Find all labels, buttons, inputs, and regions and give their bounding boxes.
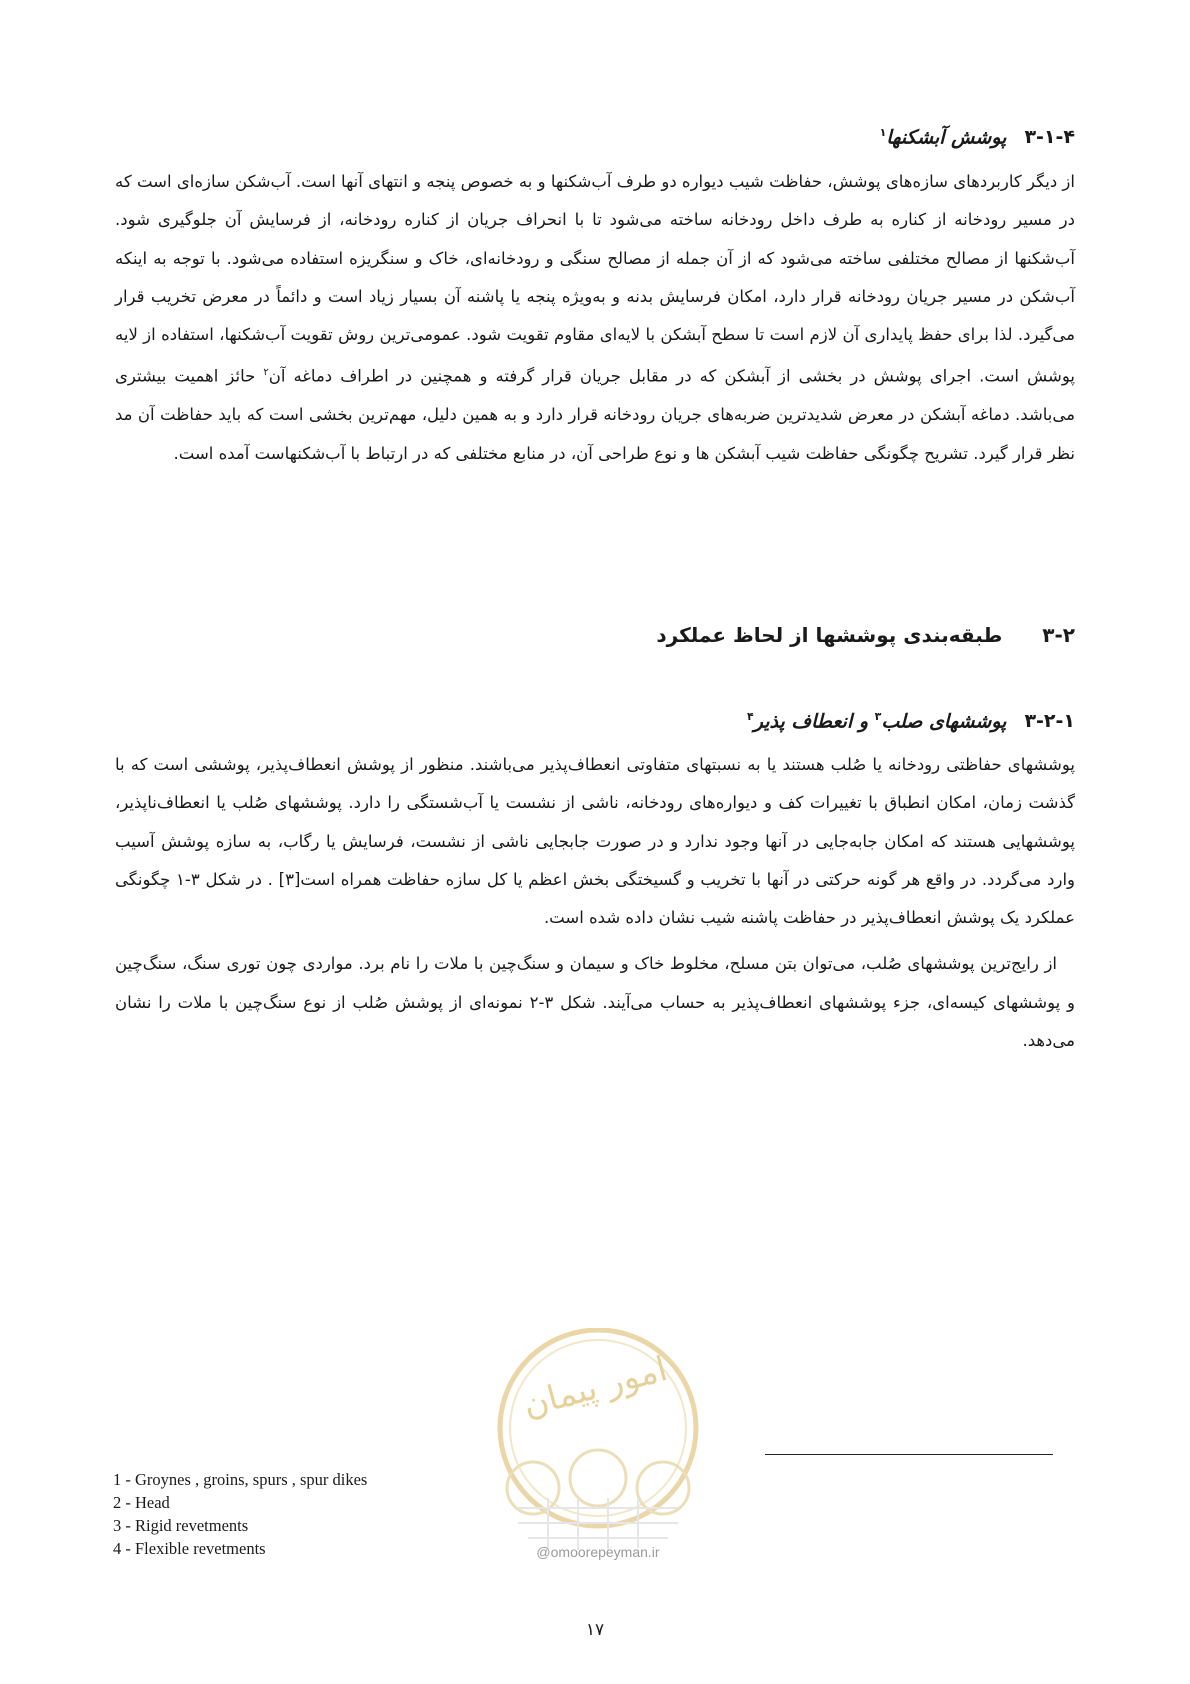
section-number: ۳-۲ bbox=[1042, 623, 1075, 647]
footnote-separator bbox=[765, 1454, 1053, 1455]
paragraph-rigid-flexible: پوششهای حفاظتی رودخانه یا صُلب هستند یا به نسبتهای متفاوتی انعطاف‌پذیر می‌باشند. منظور از پوشش انعطاف‌پذیر، پوششی است که با گذشت زمان، امکان انطباق با تغییرات کف و دیواره‌های رودخانه، ناشی از نشست یا آب‌شستگی را دارد. پوششهای صُلب یا انعطاف‌ناپذیر، پوششهایی هستند که امکان جابه‌جایی در آنها وجود ندارد و در صورت جابجایی ناشی از نشست، فرسایش یا رگاب، به سازه پوشش آسیب وارد می‌گردد. در واقع هر گونه حرکتی در آنها با تخریب و گسیختگی بخش اعظم یا کل سازه حفاظت همراه است[۳] . در شکل ۳-۱ چگونگی عملکرد یک پوشش انعطاف‌پذیر در حفاظت پاشنه شیب نشان داده شده است. bbox=[115, 755, 1075, 928]
section-title: پوشش آبشکنها bbox=[886, 126, 1007, 149]
section-heading-3-2 bbox=[115, 620, 1075, 650]
footnote-item: 2 - Head bbox=[113, 1493, 170, 1512]
footnote-ref: ۲ bbox=[263, 367, 269, 379]
paragraph-examples: از رایج‌ترین پوششهای صُلب، می‌توان بتن مسلح، مخلوط خاک و سیمان و سنگ‌چین با ملات را نام برد. مواردی چون توری سنگ، سنگ‌چین و پوششهای کیسه‌ای، جزء پوششهای انعطاف‌پذیر به حساب می‌آیند. شکل ۳-۲ نمونه‌ای از پوشش صُلب از نوع سنگ‌چین با ملات را نشان می‌دهد. bbox=[115, 954, 1075, 1051]
section-number: ۳-۲-۱ bbox=[1024, 710, 1075, 733]
section-title: پوششهای صلب bbox=[881, 710, 1007, 733]
footnote-item: 1 - Groynes , groins, spurs , spur dikes bbox=[113, 1470, 368, 1489]
watermark-caption: @omoorepeyman.ir bbox=[536, 1544, 660, 1560]
paragraph-text: حائز اهمیت بیشتری می‌باشد. دماغه آبشکن در معرض شدیدترین ضربه‌های جریان رودخانه قرار دارد و به همین دلیل، مهم‌ترین بخشی است که باید حفاظت آن مد نظر قرار گیرد. تشریح چگونگی حفاظت شیب آبشکن ها و نوع طراحی آن، در منابع مختلفی که در ارتباط با آب‌شکنهاست آمده است. bbox=[115, 366, 1075, 463]
section-number: ۳-۱-۴ bbox=[1024, 126, 1075, 149]
section-heading-3-1-4 bbox=[115, 118, 1075, 152]
footnote-item: 3 - Rigid revetments bbox=[113, 1516, 249, 1535]
footnote-ref: ۱ bbox=[879, 126, 887, 139]
paragraph-text: از دیگر کاربردهای سازه‌های پوشش، حفاظت شیب دیواره دو طرف آب‌شکنها و به خصوص پنجه و انتهای آنها است. آب‌شکن سازه‌ای است که در مسیر رودخانه از کناره به طرف داخل رودخانه ساخته می‌شود تا با انحراف جریان از کناره رودخانه، از فرسایش آن جلوگیری شود. آب‌شکنها از مصالح مختلفی ساخته می‌شود که از آن جمله از مصالح سنگی و رودخانه‌ای، خاک و سنگریزه استفاده می‌شود. با توجه به اینکه آب‌شکن در مسیر جریان رودخانه قرار دارد، امکان فرسایش بدنه و به‌ویژه پنجه یا پاشنه آن بسیار زیاد است و دائماً در معرض تخریب قرار می‌گیرد. لذا برای حفظ پایداری آن لازم است تا سطح آبشکن با لایه‌ای مقاوم تقویت شود. عمومی‌ترین روش تقویت آب‌شکنها، استفاده از لایه پوشش است. اجرای پوشش در بخشی از آبشکن که در مقابل جریان قرار گرفته و همچنین در اطراف دماغه آن bbox=[115, 172, 1075, 386]
footnotes bbox=[113, 1468, 533, 1560]
section-paragraph bbox=[115, 163, 1075, 473]
section-title: و انعطاف پذیر bbox=[753, 710, 875, 733]
footnote-ref: ۴ bbox=[747, 710, 754, 723]
watermark-logo-text: امور پیمان bbox=[518, 1349, 672, 1426]
section-heading-3-2-1 bbox=[115, 702, 1075, 736]
footnote-item: 4 - Flexible revetments bbox=[113, 1539, 266, 1558]
section-title: طبقه‌بندی پوششها از لحاظ عملکرد bbox=[656, 623, 1003, 647]
page-number: ۱۷ bbox=[585, 1620, 605, 1640]
section-body bbox=[115, 746, 1075, 1060]
footnote-ref: ۳ bbox=[874, 710, 882, 723]
paragraph-groynes bbox=[115, 163, 1075, 473]
